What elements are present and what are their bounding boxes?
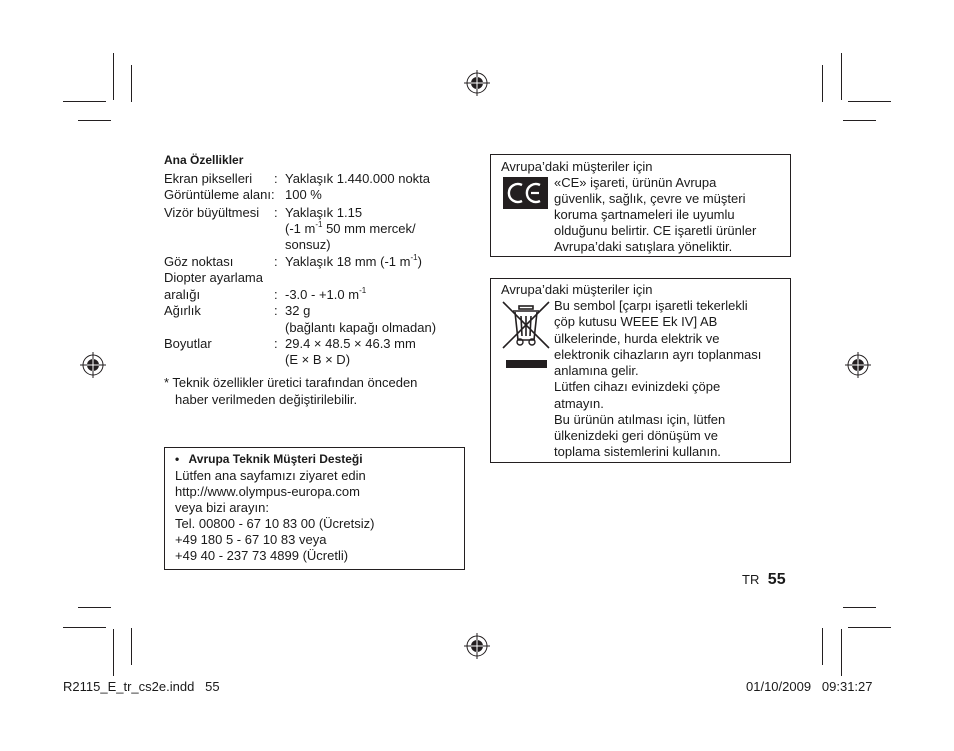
footer-file-info: R2115_E_tr_cs2e.indd 55 bbox=[63, 679, 220, 694]
spec-label: Ağırlık bbox=[164, 303, 201, 318]
ce-box-line: güvenlik, sağlık, çevre ve müşteri bbox=[554, 191, 746, 206]
ce-box-line: «CE» işareti, ürünün Avrupa bbox=[554, 175, 717, 190]
ce-box-line: olduğunu belirtir. CE işaretli ürünler bbox=[554, 223, 757, 238]
support-line: Lütfen ana sayfamızı ziyaret edin bbox=[175, 468, 366, 483]
crop-mark bbox=[63, 627, 106, 628]
ce-box-line: koruma şartnameleri ile uyumlu bbox=[554, 207, 735, 222]
spec-value-text: Yaklaşık 18 mm (-1 m bbox=[285, 254, 411, 269]
specs-footnote: * Teknik özellikler üretici tarafından önceden bbox=[164, 375, 418, 390]
crop-mark bbox=[113, 53, 114, 100]
spec-colon: : bbox=[274, 336, 278, 351]
weee-box-heading: Avrupa’daki müşteriler için bbox=[501, 282, 653, 297]
spec-colon: : bbox=[274, 287, 278, 302]
page-number bbox=[742, 571, 786, 589]
crop-mark bbox=[841, 629, 842, 676]
support-box bbox=[164, 447, 465, 570]
crop-mark bbox=[131, 628, 132, 665]
spec-value-text: (-1 m bbox=[285, 221, 316, 236]
support-url-link[interactable]: http://www.olympus-europa.com bbox=[175, 484, 360, 499]
weee-box-line: Lütfen cihazı evinizdeki çöpe bbox=[554, 379, 721, 394]
page-number-value: 55 bbox=[767, 571, 786, 588]
weee-box-line: toplama sistemlerini kullanın. bbox=[554, 444, 721, 459]
registration-mark-icon bbox=[464, 633, 490, 659]
weee-box-line: anlamına gelir. bbox=[554, 363, 639, 378]
footer-datetime: 01/10/2009 09:31:27 bbox=[746, 679, 873, 694]
weee-box-line: Bu sembol [çarpı işaretli tekerlekli bbox=[554, 298, 748, 313]
ce-notice-box bbox=[490, 154, 791, 257]
crossed-wheelie-bin-icon bbox=[501, 300, 551, 372]
crop-mark bbox=[848, 627, 891, 628]
crop-mark bbox=[841, 53, 842, 100]
weee-box-line: atmayın. bbox=[554, 396, 604, 411]
specs-footnote: haber verilmeden değiştirilebilir. bbox=[175, 392, 358, 407]
spec-value: Yaklaşık 1.440.000 nokta bbox=[285, 171, 431, 186]
crop-mark bbox=[63, 101, 106, 102]
spec-label: Göz noktası bbox=[164, 254, 234, 269]
spec-value: (bağlantı kapağı olmadan) bbox=[285, 320, 437, 335]
crop-mark bbox=[78, 607, 111, 608]
spec-label: aralığı bbox=[164, 287, 201, 302]
spec-label: Görüntüleme alanı: bbox=[164, 187, 275, 202]
spec-label: Diopter ayarlama bbox=[164, 270, 263, 285]
crop-mark bbox=[78, 120, 111, 121]
weee-box-line: çöp kutusu WEEE Ek IV] AB bbox=[554, 314, 718, 329]
spec-value: 32 g bbox=[285, 303, 311, 318]
weee-box-line: ülkelerinde, hurda elektrik ve bbox=[554, 331, 720, 346]
ce-box-heading: Avrupa’daki müşteriler için bbox=[501, 159, 653, 174]
crop-mark bbox=[822, 65, 823, 102]
weee-box-line: ülkenizdeki geri dönüşüm ve bbox=[554, 428, 719, 443]
spec-value: 100 % bbox=[285, 187, 322, 202]
specs-heading: Ana Özellikler bbox=[164, 153, 244, 167]
spec-value: 29.4 × 48.5 × 46.3 mm bbox=[285, 336, 416, 351]
bullet: • bbox=[175, 452, 180, 466]
weee-box-line: Bu ürünün atılması için, lütfen bbox=[554, 412, 726, 427]
registration-mark-icon bbox=[464, 70, 490, 96]
registration-mark-icon bbox=[845, 352, 871, 378]
spec-value bbox=[285, 221, 416, 237]
ce-mark-icon bbox=[503, 177, 548, 209]
spec-value-superscript: -1 bbox=[315, 219, 323, 229]
spec-label: Vizör büyültmesi bbox=[164, 205, 260, 220]
weee-box-line: elektronik cihazların ayrı toplanması bbox=[554, 347, 762, 362]
spec-label: Boyutlar bbox=[164, 336, 212, 351]
spec-value-text: ) bbox=[417, 254, 422, 269]
registration-mark-icon bbox=[80, 352, 106, 378]
support-phone: Tel. 00800 - 67 10 83 00 (Ücretsiz) bbox=[175, 516, 375, 531]
spec-colon: : bbox=[274, 303, 278, 318]
crop-mark bbox=[848, 101, 891, 102]
spec-value-superscript: -1 bbox=[359, 285, 367, 295]
page-lang: TR bbox=[742, 572, 760, 587]
spec-value: Yaklaşık 1.15 bbox=[285, 205, 363, 220]
crop-mark bbox=[822, 628, 823, 665]
ce-box-line: Avrupa’daki satışlara yöneliktir. bbox=[554, 239, 733, 254]
support-title: Avrupa Teknik Müşteri Desteği bbox=[188, 452, 363, 466]
spec-value: (E × B × D) bbox=[285, 352, 351, 367]
crop-mark bbox=[131, 65, 132, 102]
spec-value-text: -3.0 - +1.0 m bbox=[285, 287, 360, 302]
support-line: veya bizi arayın: bbox=[175, 500, 269, 515]
crop-mark bbox=[843, 120, 876, 121]
spec-value: sonsuz) bbox=[285, 237, 331, 252]
spec-value-superscript: -1 bbox=[410, 252, 418, 262]
spec-value-text: 50 mm mercek/ bbox=[322, 221, 416, 236]
spec-value bbox=[285, 254, 422, 270]
weee-notice-box bbox=[490, 278, 791, 463]
spec-colon: : bbox=[274, 205, 278, 220]
support-phone: +49 40 - 237 73 4899 (Ücretli) bbox=[175, 548, 349, 563]
spec-label: Ekran pikselleri bbox=[164, 171, 253, 186]
spec-colon: : bbox=[274, 171, 278, 186]
crop-mark bbox=[113, 629, 114, 676]
crop-mark bbox=[843, 607, 876, 608]
spec-colon: : bbox=[274, 254, 278, 269]
spec-value bbox=[285, 287, 366, 303]
support-heading bbox=[175, 451, 363, 467]
support-phone: +49 180 5 - 67 10 83 veya bbox=[175, 532, 327, 547]
